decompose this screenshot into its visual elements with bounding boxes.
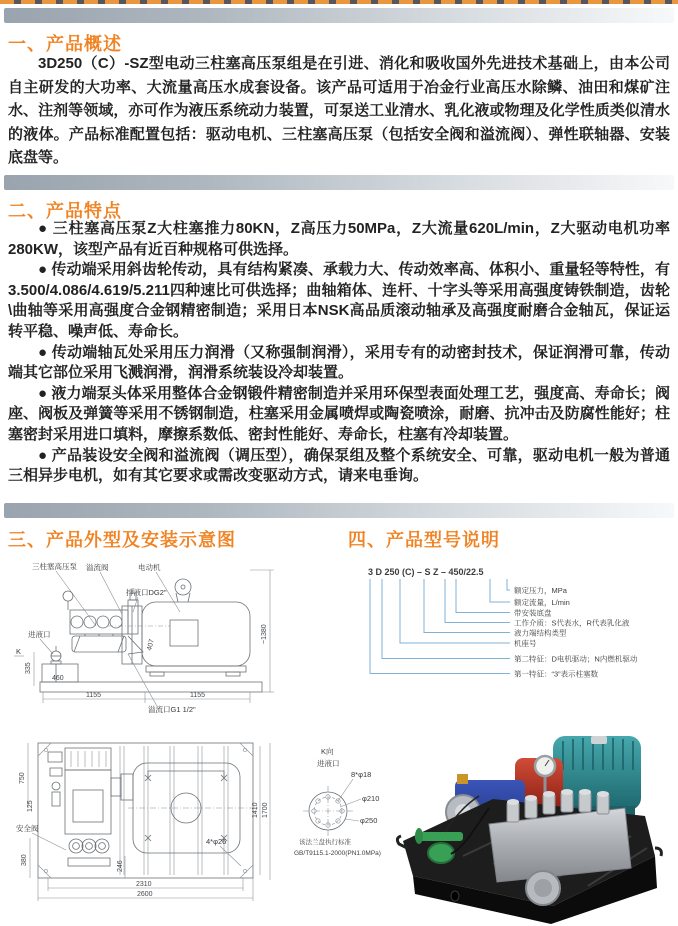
skid-hole — [451, 891, 459, 901]
relief-port-label: 溢流口G1 1/2" — [148, 705, 196, 714]
dim-335: 335 — [25, 662, 32, 674]
discharge-port-label: 排液口DG2" — [126, 588, 167, 597]
overview-paragraph: 3D250（C）-SZ型电动三柱塞高压泵组是在引进、消化和吸收国外先进技术基础上，由本公司自主研发的大功率、大流量高压水成套设备。该产品可适用于冶金行业高压水除鳞、油田和煤矿注水、注剂等领域，亦可作为液压系统动力装置，可泵送工业清水、乳化液或物理及化学性质类似清水的液体。产品标准配置包括：驱动电机、三柱塞高压泵（包括安全阀和溢流阀）、弹性联轴器、安装底盘等。 — [8, 55, 670, 166]
page-top-border — [0, 0, 678, 4]
dim-1155-left: 1155 — [86, 692, 102, 699]
dim-1155-right: 1155 — [190, 692, 206, 699]
model-code-diagram — [340, 558, 678, 740]
dim-125: 125 — [27, 800, 34, 812]
safety-valve-label: 安全阀 — [16, 824, 39, 833]
view-k-title: K向 — [321, 747, 334, 756]
flange-dim-210: φ210 — [362, 794, 380, 803]
callout-rated-flow: 额定流量，L/min — [514, 598, 570, 607]
callout-fluid-end-type: 液力端结构类型 — [514, 628, 567, 638]
dim-1410: 1410 — [252, 802, 259, 818]
section-divider-bar — [4, 175, 674, 190]
suction-flange-bore — [534, 879, 552, 897]
dim-246: 246 — [117, 860, 124, 872]
dim-460: 460 — [52, 675, 64, 682]
side-view-technical-drawing — [10, 556, 330, 736]
section-divider-bar — [4, 8, 674, 23]
flange-detail-drawing — [293, 743, 398, 865]
dim-750: 750 — [19, 772, 26, 784]
motor-terminal-box — [591, 736, 607, 744]
oil-fitting — [457, 774, 468, 784]
dim-1700: 1700 — [262, 802, 269, 818]
callout-lines — [370, 579, 510, 674]
callout-frame-number: 机座号 — [514, 639, 537, 648]
flange-standard-line2: GB/T9115.1-2000(PN1.0MPa) — [294, 850, 381, 857]
inlet-port-label: 进液口 — [28, 630, 51, 639]
aux-left-parts — [48, 752, 62, 806]
view-k-label: K — [16, 647, 22, 656]
callout-second-feature: 第二特征：D电机驱动；N内燃机驱动 — [514, 654, 638, 664]
flange-holes-note: 8*φ18 — [351, 770, 372, 779]
lifting-lug-right — [655, 848, 661, 856]
flange-dim-250: φ250 — [360, 816, 378, 825]
callout-medium: 工作介质：S代表水，R代表乳化液 — [514, 618, 630, 628]
motor-bolt-marks — [145, 771, 227, 841]
section-title-overview: 一、产品概述 — [8, 34, 122, 54]
feature-bullet: ● 传动端轴瓦处采用压力润滑（又称强制润滑），采用专有的动密封技术，保证润滑可靠，传动端其它部位采用飞溅润滑，润滑系统装设冷却装置。 — [8, 343, 670, 382]
flange-standard-line1: 该法兰盘执行标准 — [299, 839, 351, 846]
callout-rated-pressure: 额定压力，MPa — [514, 586, 567, 595]
skid-cross-members — [120, 746, 228, 875]
feature-bullet: ● 液力端泵头体采用整体合金钢锻件精密制造并采用环保型表面处理工艺，强度高、寿命长；阀座、阀板及弹簧等采用不锈钢制造，柱塞采用金属喷焊或陶瓷喷涂，耐磨、抗冲击及防腐性能好；柱塞密封采用进口填料，摩擦系数低、密封性能好、寿命长，柱塞有冷却装置。 — [8, 384, 670, 443]
callout-first-feature: 第一特征：“3”表示柱塞数 — [514, 669, 599, 679]
relief-valve-label: 溢流阀 — [86, 563, 109, 572]
feature-bullet: ● 传动端采用斜齿轮传动，具有结构紧凑、承载力大、传动效率高、体积小、重量轻等特性，有3.500/4.086/4.619/5.211四种速比可供选择；曲轴箱体、连杆、十字头等采用高强度铸铁制造，齿轮\曲轴等采用高强度合金钢精密制造；采用日本NSK高品质滚动轴承及高强度耐磨合金轴瓦，保证运转平稳、噪声低、寿命长。 — [8, 261, 670, 340]
product-photo — [393, 736, 678, 926]
plan-view-technical-drawing — [8, 738, 308, 925]
dim-407: 407 — [146, 638, 156, 652]
feature-bullet: ● 三柱塞高压泵Z大柱塞推力80KN，Z高压力50MPa，Z大流量620L/min，Z大驱动电机功率280KW，该型产品有近百种规格可供选择。 — [8, 220, 670, 258]
section-title-outline: 三、产品外型及安装示意图 — [8, 530, 236, 550]
flange-inlet-label: 进液口 — [317, 759, 340, 768]
dim-380: 380 — [21, 854, 28, 866]
inlet-flange — [415, 828, 423, 844]
callout-baseplate: 带安装底盘 — [514, 608, 552, 618]
pump-label: 三柱塞高压泵 — [32, 562, 77, 571]
section-title-model: 四、产品型号说明 — [348, 530, 500, 550]
motor-label: 电动机 — [138, 563, 161, 572]
dim-1380: ~1380 — [261, 624, 268, 644]
model-code: 3 D 250 (C) – S Z – 450/22.5 — [368, 567, 484, 577]
dim-2600: 2600 — [137, 891, 153, 898]
section-title-features: 二、产品特点 — [8, 201, 122, 221]
feature-bullet: ● 产品装设安全阀和溢流阀（调压型），确保泵组及整个系统安全、可靠，驱动电机一般为普通三相异步电机，如有其它要求或需改变驱动方式，请来电垂询。 — [8, 446, 670, 485]
section-divider-bar — [4, 503, 674, 518]
features-list — [8, 219, 670, 487]
dim-2310: 2310 — [136, 881, 152, 888]
inlet-strainer — [428, 843, 454, 863]
holes-note: 4*φ26 — [206, 837, 227, 846]
